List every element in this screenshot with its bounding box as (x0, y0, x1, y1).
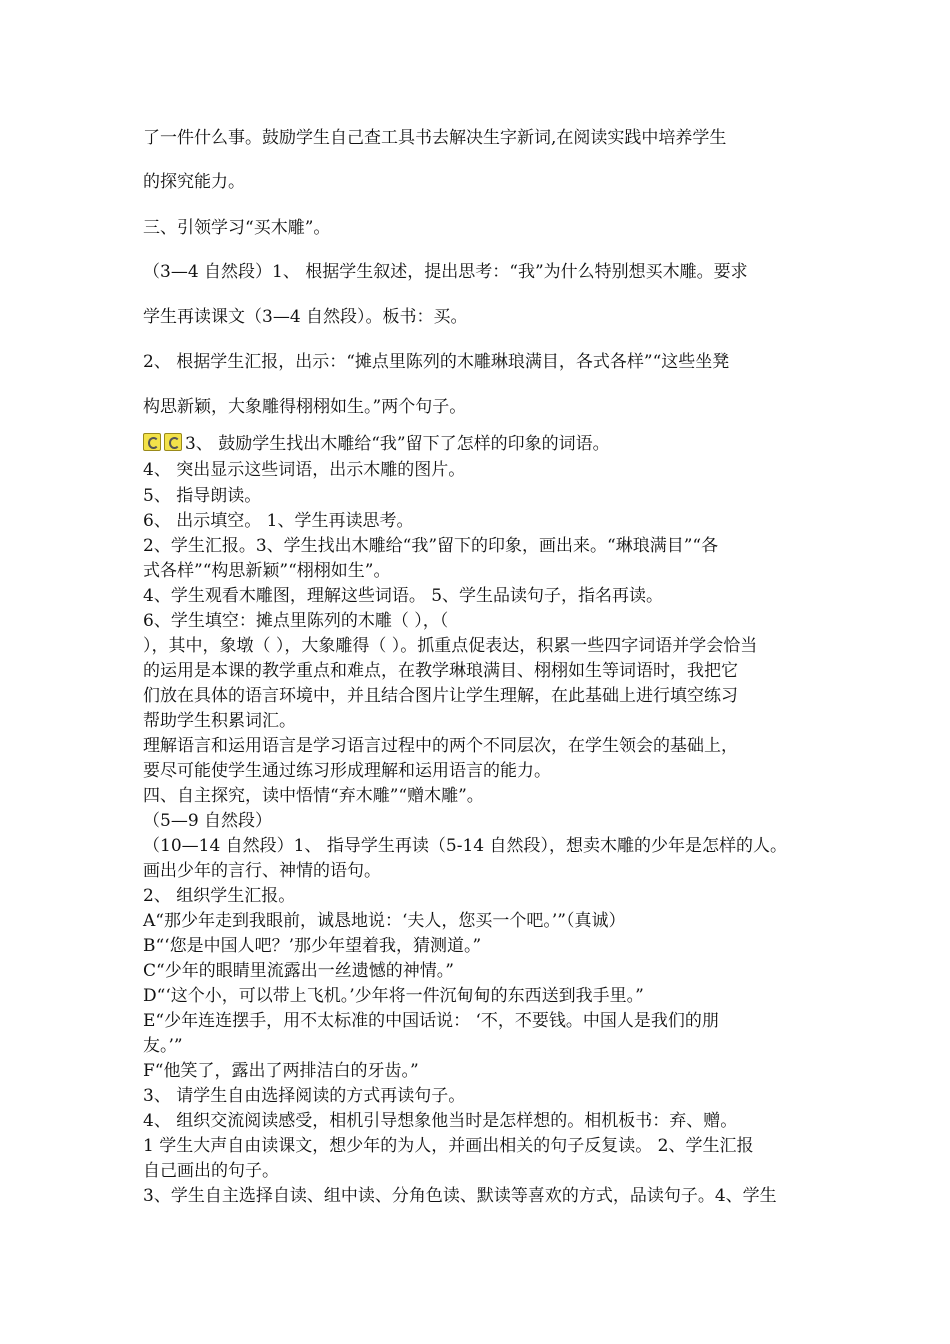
paragraph-text: 3、 鼓励学生找出木雕给“我”留下了怎样的印象的词语。 (185, 434, 610, 454)
paragraph-line: 2、学生汇报。3、学生找出木雕给“我”留下的印象，画出来。“琳琅满目”“各 (143, 536, 719, 556)
paragraph-line: 4、 突出显示这些词语，出示木雕的图片。 (143, 460, 466, 480)
quote-line: 友。’” (143, 1036, 183, 1056)
paragraph-line: （10—14 自然段）1、 指导学生再读（5-14 自然段），想卖木雕的少年是怎样的人。 (143, 836, 787, 856)
quote-line: F“他笑了，露出了两排洁白的牙齿。” (143, 1061, 419, 1081)
paragraph-line: 理解语言和运用语言是学习语言过程中的两个不同层次，在学生领会的基础上， (143, 736, 738, 756)
paragraph-line: ），其中，象墩（ ），大象雕得（ ）。抓重点促表达，积累一些四字词语并学会恰当 (143, 636, 758, 656)
paragraph-line: 6、学生填空：摊点里陈列的木雕（ ），（ (143, 611, 449, 631)
paragraph-line: 3、学生自主选择自读、组中读、分角色读、默读等喜欢的方式，品读句子。4、学生 (143, 1186, 777, 1206)
paragraph-line: 的探究能力。 (143, 172, 245, 192)
quote-line: B“‘您是中国人吧？’那少年望着我，猜测道。” (143, 936, 482, 956)
section-heading: 四、自主探究，读中悟情“弃木雕”“赠木雕”。 (143, 786, 484, 806)
paragraph-line: 2、 组织学生汇报。 (143, 886, 296, 906)
paragraph-line-with-icons (143, 433, 610, 455)
paragraph-line: 2、 根据学生汇报，出示：“摊点里陈列的木雕琳琅满目，各式各样”“这些坐凳 (143, 352, 730, 372)
quote-line: A“那少年走到我眼前，诚恳地说：‘夫人，您买一个吧。’”（真诚） (143, 911, 626, 931)
paragraph-line: 式各样”“构思新颖”“栩栩如生”。 (143, 561, 391, 581)
paragraph-line: 3、 请学生自由选择阅读的方式再读句子。 (143, 1086, 466, 1106)
paragraph-line: （3—4 自然段）1、 根据学生叙述，提出思考：“我”为什么特别想买木雕。要求 (143, 262, 748, 282)
paragraph-line: 4、 组织交流阅读感受，相机引导想象他当时是怎样想的。相机板书：弃、赠。 (143, 1111, 738, 1131)
paragraph-line: 构思新颖，大象雕得栩栩如生。”两个句子。 (143, 397, 467, 417)
link-icon[interactable] (164, 433, 182, 451)
paragraph-line: 4、学生观看木雕图，理解这些词语。 5、学生品读句子，指名再读。 (143, 586, 664, 606)
paragraph-line: 的运用是本课的教学重点和难点，在教学琳琅满目、栩栩如生等词语时，我把它 (143, 661, 738, 681)
paragraph-line: 了一件什么事。鼓励学生自己查工具书去解决生字新词,在阅读实践中培养学生 (143, 128, 727, 148)
quote-line: E“少年连连摆手，用不太标准的中国话说： ‘不，不要钱。中国人是我们的朋 (143, 1011, 719, 1031)
quote-line: D“‘这个小，可以带上飞机。’少年将一件沉甸甸的东西送到我手里。” (143, 986, 644, 1006)
paragraph-line: 要尽可能使学生通过练习形成理解和运用语言的能力。 (143, 761, 551, 781)
link-icon[interactable] (143, 433, 161, 451)
quote-line: C“少年的眼睛里流露出一丝遗憾的神情。” (143, 961, 454, 981)
paragraph-line: （5—9 自然段） (143, 811, 273, 831)
paragraph-line: 1 学生大声自由读课文，想少年的为人，并画出相关的句子反复读。 2、学生汇报 (143, 1136, 754, 1156)
paragraph-line: 6、 出示填空。 1、学生再读思考。 (143, 511, 414, 531)
paragraph-line: 自己画出的句子。 (143, 1161, 279, 1181)
paragraph-line: 们放在具体的语言环境中，并且结合图片让学生理解，在此基础上进行填空练习 (143, 686, 738, 706)
paragraph-line: 帮助学生积累词汇。 (143, 711, 296, 731)
paragraph-line: 学生再读课文（3—4 自然段）。板书：买。 (143, 307, 468, 327)
paragraph-line: 5、 指导朗读。 (143, 486, 262, 506)
section-heading: 三、引领学习“买木雕”。 (143, 218, 331, 238)
paragraph-line: 画出少年的言行、神情的语句。 (143, 861, 381, 881)
